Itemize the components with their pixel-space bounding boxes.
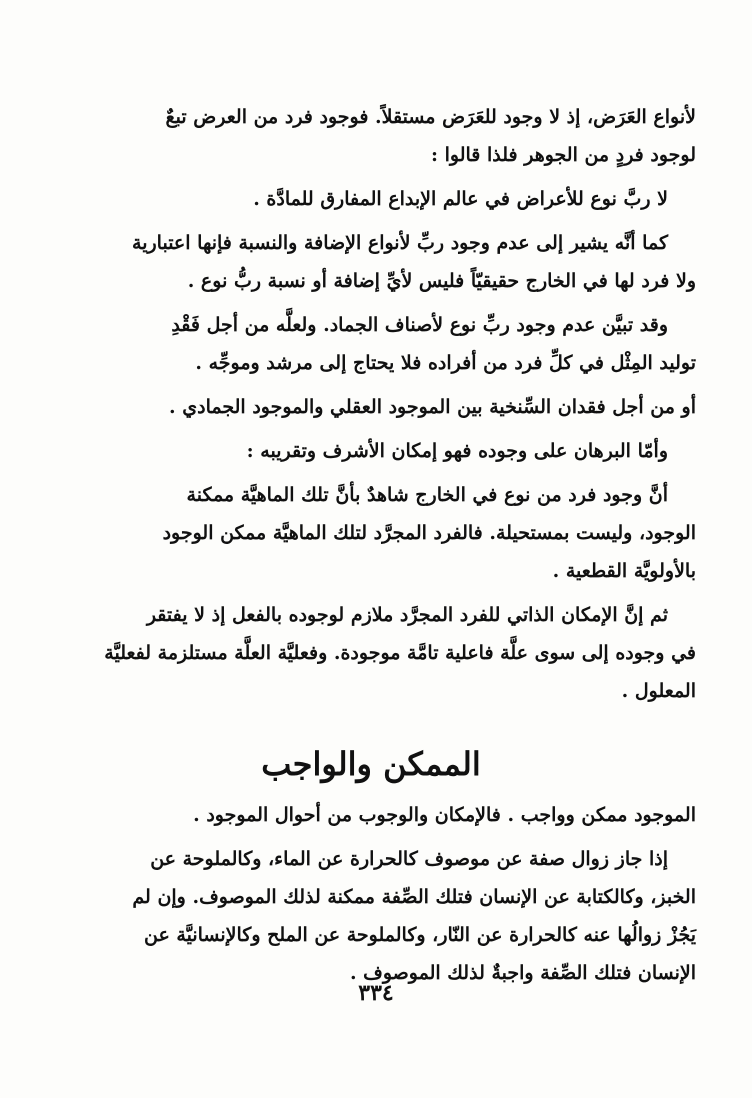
paragraph [46,432,696,470]
paragraph [46,840,696,992]
text-line: لأنواع العَرَض، إذ لا وجود للعَرَض مستقلاً. فوجود فرد من العرض تبعٌ [165,106,696,128]
paragraph [46,388,696,426]
text-line: أو من أجل فقدان السِّنخية بين الموجود العقلي والموجود الجمادي . [169,396,696,418]
paragraph [46,306,696,382]
paragraph [46,98,696,174]
text-line: المعلول . [621,680,696,702]
text-line: توليد المِثْل في كلِّ فرد من أفراده فلا يحتاج إلى مرشد وموجِّه . [195,352,696,374]
text-line: وقد تبيَّن عدم وجود ربِّ نوع لأصناف الجماد. ولعلَّه من أجل فَقْدِ [171,314,668,336]
text-line: ثم إنَّ الإمكان الذاتي للفرد المجرَّد ملازم لوجوده بالفعل إذ لا يفتقر [146,604,668,626]
text-section-bottom [46,796,696,992]
page-number: ٣٣٤ [358,980,394,1006]
text-section-top [46,98,696,710]
paragraph [46,796,696,834]
text-line: بالأولويَّة القطعية . [552,560,696,582]
text-line: كما أنَّه يشير إلى عدم وجود ربِّ لأنواع الإضافة والنسبة فإنها اعتبارية [132,232,668,254]
paragraph [46,224,696,300]
paragraph [46,476,696,590]
text-line: الخبز، وكالكتابة عن الإنسان فتلك الصِّفة ممكنة لذلك الموصوف. وإن لم [132,886,696,908]
text-line: في وجوده إلى سوى علَّة فاعلية تامَّة موجودة. وفعليَّة العلَّة مستلزمة لفعليَّة [104,642,696,664]
paragraph [46,180,696,218]
text-line: ولا فرد لها في الخارج حقيقيّاً فليس لأيِّ إضافة أو نسبة ربُّ نوع . [187,270,696,292]
text-line: أنَّ وجود فرد من نوع في الخارج شاهدٌ بأنَّ تلك الماهيَّة ممكنة [186,484,668,506]
text-line: الموجود ممكن وواجب . فالإمكان والوجوب من أحوال الموجود . [193,804,696,826]
text-line: الوجود، وليست بمستحيلة. فالفرد المجرَّد لتلك الماهيَّة ممكن الوجود [162,522,696,544]
text-line: وأمّا البرهان على وجوده فهو إمكان الأشرف وتقريبه : [246,440,668,462]
text-line: لا ربَّ نوع للأعراض في عالم الإبداع المفارق للمادَّة . [253,188,668,210]
text-line: إذا جاز زوال صفة عن موصوف كالحرارة عن الماء، وكالملوحة عن [150,848,668,870]
text-line: الإنسان فتلك الصِّفة واجبةٌ لذلك الموصوف . [349,962,696,984]
section-heading: الممكن والواجب [261,745,481,783]
text-line: لوجود فردٍ من الجوهر فلذا قالوا : [430,144,696,166]
paragraph [46,596,696,710]
text-line: يَجُزْ زوالُها عنه كالحرارة عن النّار، وكالملوحة عن الملح وكالإنسانيَّة عن [144,924,696,946]
